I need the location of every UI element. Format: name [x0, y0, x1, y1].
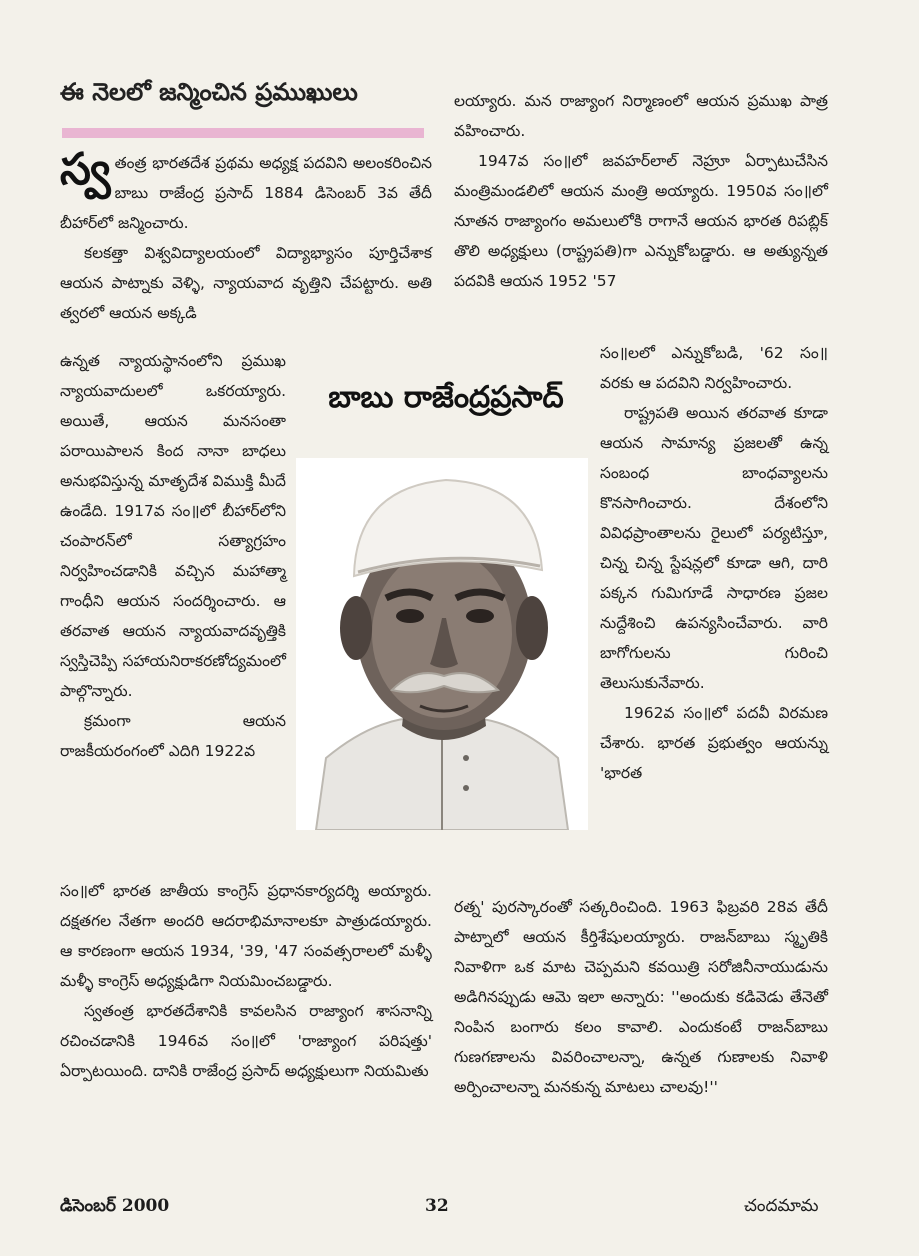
- paragraph: రత్న' పురస్కారంతో సత్కరించింది. 1963 ఫిబ్రవరి 28వ తేదీ పాట్నాలో ఆయన కీర్తిశేషులయ్యారు. రాజన్‌బాబు స్మృతికి నివాళిగా ఒక మాట చెప్పమని కవయిత్రి సరోజినీనాయుడును అడిగినప్పుడు ఆమె ఇలా అన్నారు: ''అందుకు కడివెడు తేనెతో నింపిన బంగారు కలం కావాలి. ఎందుకంటే రాజన్‌బాబు గుణగణాలను వివరించాలన్నా, ఉన్నత గుణాలకు నివాళి అర్పించాలన్నా మనకున్న మాటలు చాలవు!'': [454, 898, 828, 1096]
- footer-magazine-name: చందమామ: [744, 1196, 819, 1216]
- footer-page-number: 32: [425, 1196, 449, 1216]
- paragraph: 1962వ సం॥లో పదవీ విరమణ చేశారు. భారత ప్రభుత్వం ఆయన్ను 'భారత: [600, 704, 828, 782]
- drop-cap: స్వ: [60, 144, 111, 195]
- paragraph: సం॥లో భారత జాతీయ కాంగ్రెస్ ప్రధానకార్యదర్శి అయ్యారు. దక్షతగల నేతగా అందరి ఆదరాభిమానాలకూ పాత్రుడయ్యారు. ఆ కారణంగా ఆయన 1934, '39, '47 సంవత్సరాలలో మళ్ళీ మళ్ళీ కాంగ్రెస్ అధ్యక్షుడిగా నియమించబడ్డారు.: [60, 882, 432, 990]
- section-title: ఈ నెలలో జన్మించిన ప్రముఖులు: [60, 78, 358, 106]
- paragraph: ఉన్నత న్యాయస్థానంలోని ప్రముఖ న్యాయవాదులలో ఒకరయ్యారు. అయితే, ఆయన మనసంతా పరాయిపాలన కింద నానా బాధలు అనుభవిస్తున్న మాతృదేశ విముక్తి మీదే ఉండేది. 1917వ సం॥లో బీహార్‌లోని చంపారన్‌లో సత్యాగ్రహం నిర్వహించడానికి వచ్చిన మహాత్మా గాంధీని ఆయన సందర్శించారు. ఆ తరవాత ఆయన న్యాయవాదవృత్తికి స్వస్తిచెప్పి సహాయనిరాకరణోద్యమంలో పాల్గొన్నారు.: [60, 352, 286, 700]
- paragraph: స్వతంత్ర భారతదేశానికి కావలసిన రాజ్యాంగ శాసనాన్ని రచించడానికి 1946వ సం॥లో 'రాజ్యాంగ పరిషత్తు' ఏర్పాటయింది. దానికి రాజేంద్ర ప్రసాద్ అధ్యక్షులుగా నియమితు: [60, 1002, 432, 1080]
- column-left-middle: [60, 346, 286, 766]
- paragraph: కలకత్తా విశ్వవిద్యాలయంలో విద్యాభ్యాసం పూర్తిచేశాక ఆయన పాట్నాకు వెళ్ళి, న్యాయవాద వృత్తిని చేపట్టారు. అతి త్వరలో ఆయన అక్కడి: [60, 244, 432, 322]
- column-right-top: [454, 86, 828, 296]
- column-left-bottom: [60, 876, 432, 1086]
- paragraph: క్రమంగా ఆయన రాజకీయరంగంలో ఎదిగి 1922వ: [60, 712, 286, 760]
- paragraph: సం॥లలో ఎన్నుకోబడి, '62 సం॥ వరకు ఆ పదవిని నిర్వహించారు.: [600, 344, 828, 392]
- portrait-photo: [296, 458, 588, 830]
- paragraph: రాష్ట్రపతి అయిన తరవాత కూడా ఆయన సామాన్య ప్రజలతో ఉన్న సంబంధ బాంధవ్యాలను కొనసాగించారు. దేశంలోని వివిధప్రాంతాలను రైలులో పర్యటిస్తూ, చిన్న చిన్న స్టేషన్లలో కూడా ఆగి, దారి పక్కన గుమిగూడే సాధారణ ప్రజల నుద్దేశించి ఉపన్యసించేవారు. వారి బాగోగులను గురించి తెలుసుకునేవారు.: [600, 404, 828, 692]
- column-right-bottom: [454, 892, 828, 1102]
- paragraph: 1947వ సం॥లో జవహర్‌లాల్ నెహ్రూ ఏర్పాటుచేసిన మంత్రిమండలిలో ఆయన మంత్రి అయ్యారు. 1950వ సం॥లో నూతన రాజ్యాంగం అమలులోకి రాగానే ఆయన భారత రిపబ్లిక్ తొలి అధ్యక్షులు (రాష్ట్రపతి)గా ఎన్నుకోబడ్డారు. ఆ అత్యున్నత పదవికి ఆయన 1952 '57: [454, 152, 828, 290]
- person-name-heading: బాబు రాజేంద్రప్రసాద్: [328, 380, 564, 415]
- paragraph: లయ్యారు. మన రాజ్యాంగ నిర్మాణంలో ఆయన ప్రముఖ పాత్ర వహించారు.: [454, 92, 828, 140]
- title-underline-bar: [62, 128, 424, 138]
- intro-text: తంత్ర భారతదేశ ప్రథమ అధ్యక్ష పదవిని అలంకరించిన బాబు రాజేంద్ర ప్రసాద్ 1884 డిసెంబర్ 3వ తేదీ బీహార్‌లో జన్మించారు.: [60, 154, 432, 232]
- column-right-middle: [600, 338, 828, 788]
- column-left-top: [60, 144, 432, 328]
- portrait-illustration: [296, 458, 588, 830]
- footer-issue-date: డిసెంబర్ 2000: [60, 1196, 170, 1216]
- intro-paragraph: [60, 144, 432, 238]
